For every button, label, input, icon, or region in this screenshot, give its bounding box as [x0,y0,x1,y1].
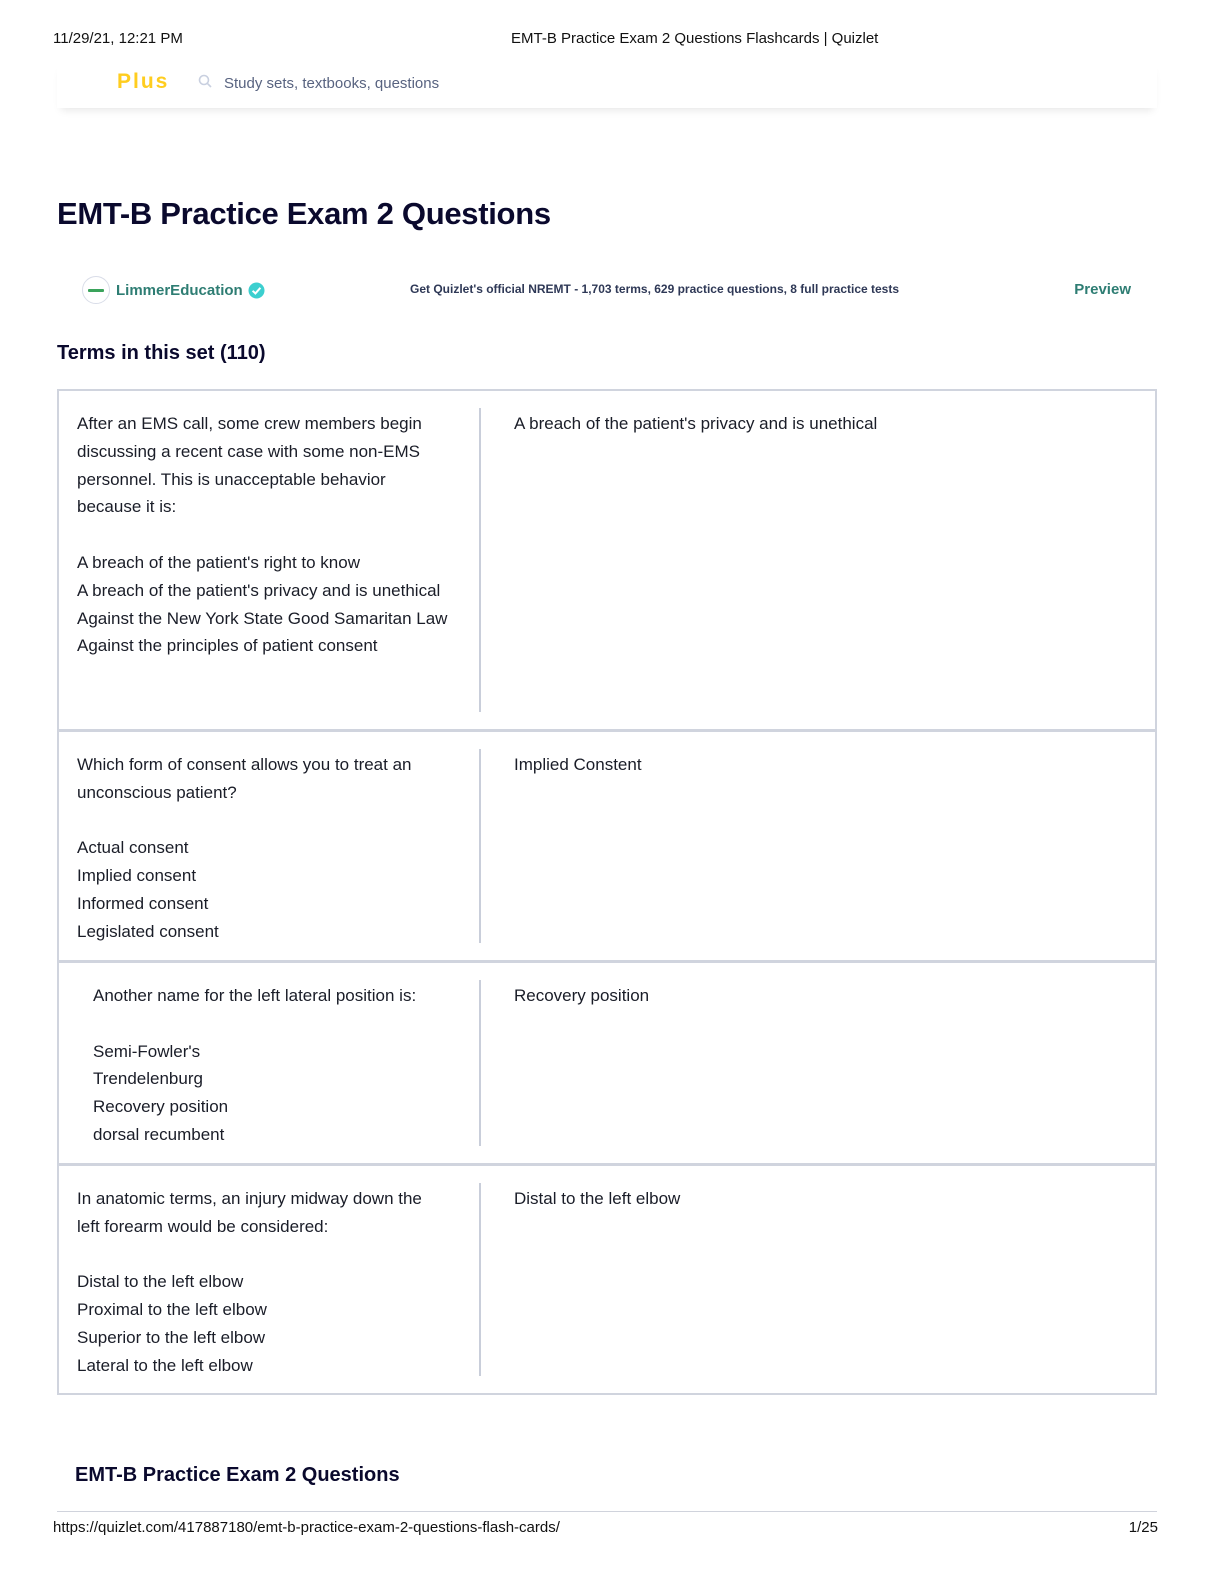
term-line: Proximal to the left elbow [77,1300,267,1320]
term-line: dorsal recumbent [93,1124,225,1144]
term-text [93,982,465,1149]
term-card[interactable] [57,389,1157,731]
term-line: Trendelenburg [93,1069,203,1089]
card-divider [479,980,481,1146]
term-line: Implied consent [77,866,197,886]
card-divider [479,408,481,712]
definition-text: Recovery position [514,986,650,1005]
term-line: A breach of the patient's right to know [77,552,360,572]
section-footer-title: EMT-B Practice Exam 2 Questions [75,1464,400,1486]
terms-heading: Terms in this set (110) [57,342,266,364]
print-datetime: 11/29/21, 12:21 PM [53,30,183,47]
page-number: 1/25 [1128,1519,1158,1536]
print-url: https://quizlet.com/417887180/emt-b-practice-exam-2-questions-flash-cards/ [53,1519,560,1536]
term-card[interactable] [57,1165,1157,1395]
term-line: After an EMS call, some crew members begin discussing a recent case with some non-EMS personnel. This is unacceptable behavior because it is: [77,414,422,517]
creator-name[interactable]: LimmerEducation [116,281,243,299]
avatar[interactable] [82,276,110,304]
term-line: Distal to the left elbow [77,1272,244,1292]
quizlet-plus-logo[interactable]: Plus [117,70,170,93]
term-text [77,410,449,660]
promo-text: Get Quizlet's official NREMT - 1,703 terms, 629 practice questions, 8 full practice tests [410,282,900,296]
term-line: Superior to the left elbow [77,1327,266,1347]
print-document-title: EMT-B Practice Exam 2 Questions Flashcards | Quizlet [511,30,879,47]
term-line: Another name for the left lateral position is: [93,986,417,1005]
page-title: EMT-B Practice Exam 2 Questions [57,196,551,231]
verified-badge-icon [248,282,265,299]
term-line: Semi-Fowler's [93,1041,201,1061]
term-line: In anatomic terms, an injury midway down the left forearm would be considered: [77,1189,422,1236]
term-line: Recovery position [93,1097,229,1117]
term-line: Legislated consent [77,921,219,941]
term-line: Which form of consent allows you to treat an unconscious patient? [77,755,412,802]
definition-text: Implied Constent [514,755,642,774]
preview-link[interactable]: Preview [1074,281,1131,298]
term-card[interactable] [57,731,1157,962]
search-icon [198,74,212,88]
card-divider [479,749,481,943]
print-header [53,30,1171,50]
definition-text: Distal to the left elbow [514,1189,681,1208]
term-text [77,1185,449,1380]
term-text [77,751,449,946]
creator-info[interactable] [82,276,265,304]
definition-text: A breach of the patient's privacy and is unethical [514,414,878,433]
term-line: Informed consent [77,893,209,913]
search-input[interactable]: Study sets, textbooks, questions [224,75,440,92]
term-line: Against the principles of patient consent [77,636,378,656]
term-card[interactable] [57,962,1157,1165]
footer-divider [57,1511,1157,1512]
print-footer [53,1519,1158,1539]
term-line: A breach of the patient's privacy and is unethical [77,580,441,600]
term-line: Actual consent [77,838,189,858]
card-divider [479,1183,481,1376]
term-line: Lateral to the left elbow [77,1355,253,1375]
term-list [57,389,1157,1395]
term-line: Against the New York State Good Samaritan Law [77,608,448,628]
top-navigation-bar [57,62,1157,108]
